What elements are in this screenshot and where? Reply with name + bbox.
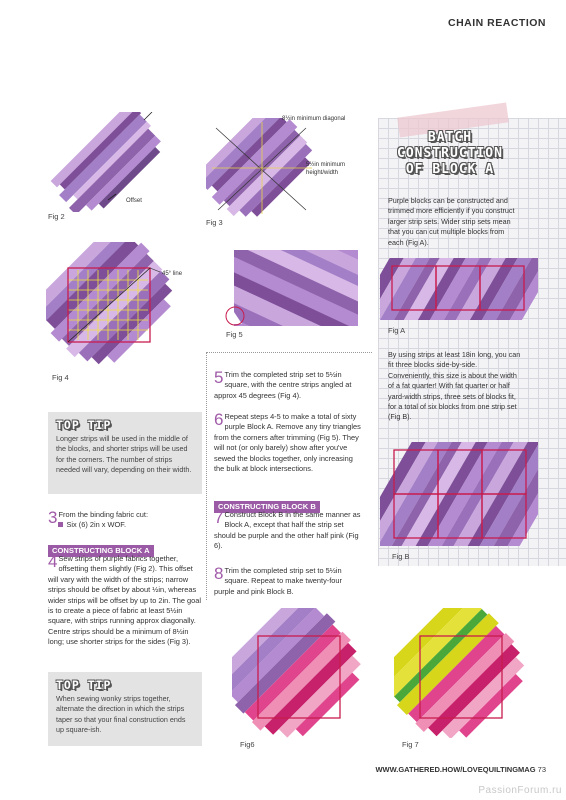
fig6-label: Fig6 <box>240 740 255 749</box>
watermark: PassionForum.ru <box>478 785 562 796</box>
step-7-text: Construct Block B in the same manner as Block A, except that half the strip set should be purple and the other half pink (Fig 6). <box>214 510 361 551</box>
batch-title-line-1: BATCH <box>427 130 473 145</box>
batch-para-2: By using strips at least 18in long, you can fit three blocks side-by-side. Conveniently, this size is about the width of a fat quarter! With fat quarter or half yard-width strips, three sets of blocks fit, for a total of six blocks from one strip set (Fig B). <box>388 350 521 422</box>
page-footer <box>375 765 546 774</box>
fig4-illustration <box>46 242 176 367</box>
batch-title-line-3: OF BLOCK A <box>405 162 495 177</box>
step-6-number: 6 <box>214 410 224 429</box>
top-tip-2-title: TOP TIP <box>56 678 112 692</box>
page-number: 73 <box>537 765 546 774</box>
fig5-label: Fig 5 <box>226 330 243 339</box>
step-3-number: 3 <box>48 508 58 527</box>
section-block-b-heading: CONSTRUCTING BLOCK B <box>214 501 320 513</box>
figA-label: Fig A <box>388 326 406 335</box>
top-tip-2-text: When sewing wonky strips together, alternate the direction in which the strips taper so that your final construction ends up square-ish. <box>56 694 186 735</box>
top-tip-box-1 <box>48 412 202 494</box>
step-8 <box>214 566 362 597</box>
step-8-text: Trim the completed strip set to 5½in square. Repeat to make twenty-four purple and pink Block B. <box>214 566 342 596</box>
fig7-label: Fig 7 <box>402 740 419 749</box>
step-4-text: Sew strips of purple fabrics together, offsetting them slightly (Fig 2). This offset will vary with the width of the strips; narrow strips should be offset by about ½in, whereas wider strips will be offset by up to 2in. The goal is to create a piece of fabric at least 5½in square, with strips running approx diagonally. Centre strips should be a minimum of 8½in long; use shorter strips for the sides (Fig 3). <box>48 554 201 647</box>
step-5-text: Trim the completed strip set to 5½in square, with the centre strips angled at approx 45 degrees (Fig 4). <box>214 370 352 400</box>
top-tip-1-text: Longer strips will be used in the middle of the blocks, and shorter strips will be used for the corners. The number of strips needed will vary, depending on their width. <box>56 434 192 475</box>
fig4-angle-label: 45° line <box>162 271 183 277</box>
step-7-number: 7 <box>214 508 224 527</box>
batch-title <box>388 130 512 178</box>
figA-illustration <box>380 254 538 324</box>
batch-para-1: Purple blocks can be constructed and trimmed more efficiently if you construct larger strip sets. Wider strip sets mean that you can cut multiple blocks from each (Fig A). <box>388 196 515 247</box>
fig5-illustration <box>222 246 362 328</box>
step-7 <box>214 510 362 552</box>
step-6-text: Repeat steps 4-5 to make a total of sixty purple Block A. Remove any tiny triangles from the corners after trimming (Fig 5). They will not (or only barely) show after you've sewed the blocks together, only increasing the bulk at block intersections. <box>214 412 361 474</box>
figB-illustration <box>380 438 538 550</box>
step-6 <box>214 412 362 474</box>
fig2-illustration <box>48 112 178 212</box>
step-3 <box>48 510 202 531</box>
fig4-label: Fig 4 <box>52 373 69 382</box>
fig3-diagonal-label: 8½in minimum diagonal <box>282 116 346 122</box>
step-5-number: 5 <box>214 368 224 387</box>
divider-top <box>206 352 372 353</box>
fig3-label: Fig 3 <box>206 218 223 227</box>
fig7-illustration <box>394 608 534 738</box>
step-8-number: 8 <box>214 564 224 583</box>
fig3-height-label: 5½in minimum height/width <box>306 162 346 176</box>
footer-url[interactable]: WWW.GATHERED.HOW/LOVEQUILTINGMAG <box>375 765 536 774</box>
top-tip-box-2 <box>48 672 202 746</box>
fig2-offset-label: Offset <box>126 198 142 204</box>
step-4-number: 4 <box>48 552 58 571</box>
step-3-text: From the binding fabric cut: <box>58 510 149 519</box>
divider-column <box>206 352 207 600</box>
step-5 <box>214 370 362 401</box>
running-head: CHAIN REACTION <box>448 17 546 29</box>
step-3-bullet-text: Six (6) 2in x WOF. <box>66 520 127 530</box>
fig6-illustration <box>232 608 372 738</box>
fig2-label: Fig 2 <box>48 212 65 221</box>
section-block-a-heading: CONSTRUCTING BLOCK A <box>48 545 154 557</box>
batch-title-line-2: CONSTRUCTION <box>397 146 503 161</box>
top-tip-1-title: TOP TIP <box>56 418 112 432</box>
step-3-bullet-line <box>48 520 202 530</box>
step-4 <box>48 554 204 648</box>
figB-label: Fig B <box>392 552 410 561</box>
bullet-square-icon <box>58 522 63 527</box>
